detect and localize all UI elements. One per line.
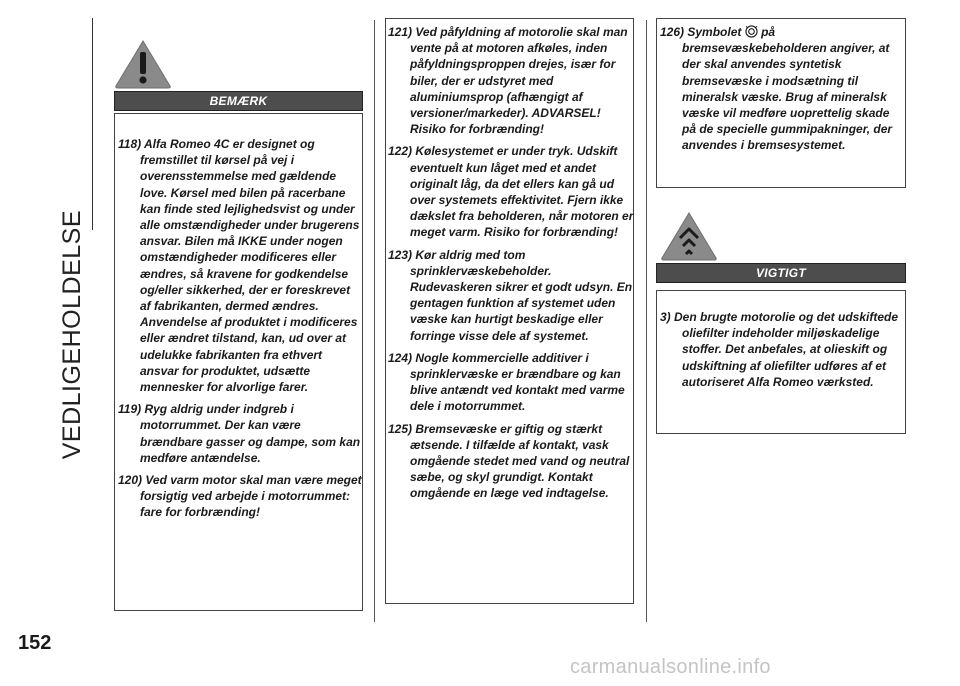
right-list: [660, 24, 904, 160]
notice-item: 125) Bremsevæske er giftig og stærkt ætsende. I tilfælde af kontakt, vask omgående stedet med vand og neutral sæbe, og skyl grundigt. Kontakt omgående en læge ved indtagelse.: [388, 421, 630, 501]
notice-item: [660, 24, 904, 154]
notice-item: 118) Alfa Romeo 4C er designet og fremstillet til kørsel på vej i overensstemmelse med gældende love. Kørsel med bilen på racerbane kan finde sted lejlighedsvist og under alle omstændigheder under brugerens ansvar. Bilen må IKKE under nogen omstændigheder modificeres eller ændres, så kravene for godkendelse og/eller sikkerhed, der er foreskrevet af fabrikanten, dermed ændres. Anvendelse af produktet i modificeres eller ændret tilstand, kan, ud over at udelukke fabrikanten fra ethvert ansvar for produktet, udsætte mennesker for alvorlige farer.: [118, 137, 360, 395]
notice-item: 122) Kølesystemet er under tryk. Udskift eventuelt kun låget med et andet originalt låg, da det ellers kan gå ud over systemets effektivitet. Fjern ikke dækslet fra beholderen, når motoren er meget varm. Risiko for forbrænding!: [388, 144, 634, 240]
important-header: VIGTIGT: [656, 263, 906, 283]
notice-item: 121) Ved påfyldning af motorolie skal man vente på at motoren afkøles, inden påfyldningsproppen drejes, især for biler, der er udstyret med aluminiumsprop (afhængigt af versioner/markeder). ADVARSEL! Risiko for forbrænding!: [388, 25, 628, 137]
exclamation-triangle-icon: [112, 38, 174, 90]
item-126-start: 126) Symbolet: [660, 25, 742, 39]
column-separator-1: [374, 20, 375, 622]
notice-item: 123) Kør aldrig med tom sprinklervæskebeholder. Rudevaskeren sikrer et godt udsyn. En gentagen funktion af systemet uden væske kan hurtigt beskadige eller forringe visse dele af systemet.: [388, 247, 633, 343]
column-separator-2: [646, 20, 647, 622]
source-watermark: carmanualsonline.info: [570, 656, 771, 678]
notice-list: [118, 136, 362, 527]
notice-item: 119) Ryg aldrig under indgreb i motorrummet. Der kan være brændbare gasser og dampe, som kan medføre antændelse.: [118, 402, 361, 465]
section-title: VEDLIGEHOLDELSE: [58, 210, 86, 460]
notice-item: 3) Den brugte motorolie og det udskiftede oliefilter indeholder miljøskadelige stoffer. Det anbefales, at olieskift og udskiftning af oliefilter udføres af et autoriseret Alfa Romeo værksted.: [660, 310, 899, 389]
brake-fluid-symbol-icon: [745, 25, 758, 38]
page-number: 152: [18, 632, 52, 654]
recycle-arrows-icon: [658, 210, 720, 262]
notice-header: BEMÆRK: [114, 91, 363, 111]
notice-item: 120) Ved varm motor skal man være meget forsigtig ved arbejde i motorrummet: fare for forbrænding!: [118, 473, 362, 520]
section-divider: [92, 18, 93, 230]
middle-list: [388, 24, 634, 508]
notice-item: 124) Nogle kommercielle additiver i sprinklervæske er brændbare og kan blive antændt ved kontakt med varme dele i motorrummet.: [388, 350, 625, 414]
item-126-end: på bremsevæskebeholderen angiver, at der skal anvendes syntetisk bremsevæske i modsætning til mineralsk væske. Brug af mineralsk væske vil medføre uoprettelig skade på de specielle gummipakninger, der anvendes i bremsesystemet.: [682, 25, 893, 153]
important-list: [660, 309, 904, 396]
